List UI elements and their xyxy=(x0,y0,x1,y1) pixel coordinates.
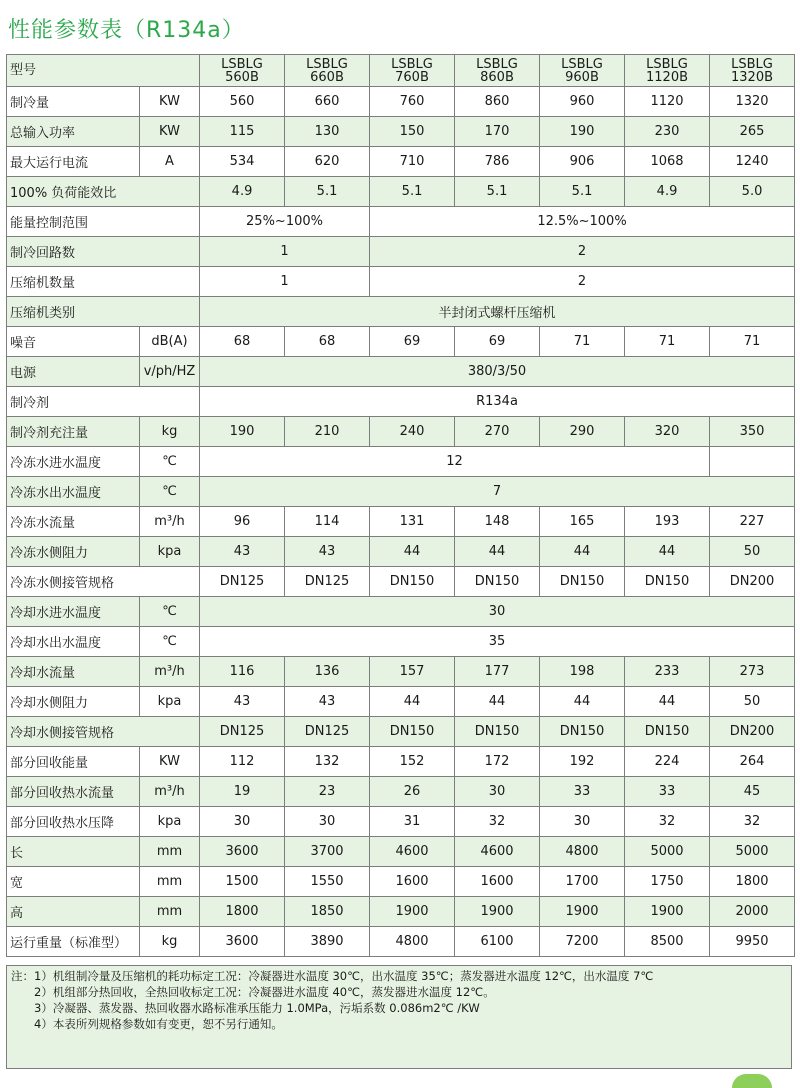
row-unit: mm xyxy=(140,867,200,897)
table-row xyxy=(7,327,795,357)
model-series: LSBLG xyxy=(476,56,518,72)
table-row xyxy=(7,177,795,207)
value-cell: 4.9 xyxy=(200,177,285,207)
value-cell: 43 xyxy=(200,687,285,717)
value-cell: 177 xyxy=(455,657,540,687)
value-cell: 69 xyxy=(455,327,540,357)
model-series: LSBLG xyxy=(306,56,348,72)
row-label: 部分回收能量 xyxy=(7,747,140,777)
value-cell: 3600 xyxy=(200,927,285,957)
value-cell: 43 xyxy=(200,537,285,567)
logo-mark xyxy=(732,1074,772,1088)
value-cell: 44 xyxy=(455,687,540,717)
row-label: 噪音 xyxy=(7,327,140,357)
note-line: 3）冷凝器、蒸发器、热回收器水路标准承压能力 1.0MPa，污垢系数 0.086m2℃ /KW xyxy=(11,1001,480,1015)
table-row xyxy=(7,897,795,927)
model-header xyxy=(540,55,625,87)
row-label: 冷却水流量 xyxy=(7,657,140,687)
row-label: 冷冻水出水温度 xyxy=(7,477,140,507)
row-unit: m³/h xyxy=(140,507,200,537)
header-row xyxy=(7,55,795,87)
value-cell: 33 xyxy=(625,777,710,807)
value-cell: 224 xyxy=(625,747,710,777)
value-cell: 44 xyxy=(370,537,455,567)
value-cell: DN150 xyxy=(540,567,625,597)
table-row xyxy=(7,657,795,687)
row-unit: KW xyxy=(140,87,200,117)
value-cell: 1320 xyxy=(710,87,795,117)
note-line: 4）本表所列规格参数如有变更，恕不另行通知。 xyxy=(11,1017,283,1031)
model-label: 型号 xyxy=(7,55,200,87)
table-row xyxy=(7,717,795,747)
row-label: 部分回收热水流量 xyxy=(7,777,140,807)
table-row xyxy=(7,447,795,477)
table-row xyxy=(7,537,795,567)
value-cell: 233 xyxy=(625,657,710,687)
row-unit: ℃ xyxy=(140,627,200,657)
row-unit: mm xyxy=(140,837,200,867)
value-cell: 3600 xyxy=(200,837,285,867)
row-label: 100% 负荷能效比 xyxy=(7,177,200,207)
row-label: 冷冻水流量 xyxy=(7,507,140,537)
value-cell: 534 xyxy=(200,147,285,177)
value-cell: 3890 xyxy=(285,927,370,957)
value-cell: 5.1 xyxy=(540,177,625,207)
value-cell: 860 xyxy=(455,87,540,117)
value-cell: DN200 xyxy=(710,717,795,747)
table-row xyxy=(7,267,795,297)
row-label: 冷却水出水温度 xyxy=(7,627,140,657)
model-code: 660B xyxy=(310,69,344,85)
value-cell: DN150 xyxy=(370,567,455,597)
row-label: 制冷剂 xyxy=(7,387,200,417)
value-cell: DN125 xyxy=(285,567,370,597)
value-cell: 130 xyxy=(285,117,370,147)
model-series: LSBLG xyxy=(561,56,603,72)
value-cell: 3700 xyxy=(285,837,370,867)
value-cell: 150 xyxy=(370,117,455,147)
table-row xyxy=(7,507,795,537)
row-label: 制冷剂充注量 xyxy=(7,417,140,447)
value-cell: 132 xyxy=(285,747,370,777)
value-cell: 32 xyxy=(625,807,710,837)
value-cell: 273 xyxy=(710,657,795,687)
value-cell: 1600 xyxy=(455,867,540,897)
row-unit: KW xyxy=(140,747,200,777)
value-cell: 152 xyxy=(370,747,455,777)
table-row xyxy=(7,237,795,267)
value-cell: 210 xyxy=(285,417,370,447)
row-label: 冷冻水进水温度 xyxy=(7,447,140,477)
model-code: 1120B xyxy=(646,69,689,85)
row-unit: mm xyxy=(140,897,200,927)
value-cell: 44 xyxy=(625,687,710,717)
value-cell: DN150 xyxy=(455,567,540,597)
table-row xyxy=(7,687,795,717)
value-cell: 6100 xyxy=(455,927,540,957)
value-cell: 1900 xyxy=(455,897,540,927)
row-label: 压缩机类别 xyxy=(7,297,200,327)
value-cell: 30 xyxy=(285,807,370,837)
value-cell: 44 xyxy=(455,537,540,567)
value-cell: 320 xyxy=(625,417,710,447)
row-label: 冷却水进水温度 xyxy=(7,597,140,627)
value-cell: 43 xyxy=(285,687,370,717)
value-cell: 30 xyxy=(455,777,540,807)
row-unit: ℃ xyxy=(140,597,200,627)
value-cell: 1120 xyxy=(625,87,710,117)
value-cell: 30 xyxy=(200,597,795,627)
value-cell: R134a xyxy=(200,387,795,417)
value-cell: 30 xyxy=(200,807,285,837)
value-cell: 136 xyxy=(285,657,370,687)
row-label: 部分回收热水压降 xyxy=(7,807,140,837)
value-cell: 786 xyxy=(455,147,540,177)
model-series: LSBLG xyxy=(221,56,263,72)
table-row xyxy=(7,87,795,117)
model-code: 960B xyxy=(565,69,599,85)
value-cell: 23 xyxy=(285,777,370,807)
value-cell: 190 xyxy=(200,417,285,447)
row-unit: kpa xyxy=(140,687,200,717)
value-cell: 5.1 xyxy=(455,177,540,207)
value-cell: 710 xyxy=(370,147,455,177)
value-cell: 2 xyxy=(370,267,795,297)
value-cell: 264 xyxy=(710,747,795,777)
value-cell: 1850 xyxy=(285,897,370,927)
value-cell: 1550 xyxy=(285,867,370,897)
value-cell: 5000 xyxy=(710,837,795,867)
value-cell: DN150 xyxy=(625,567,710,597)
value-cell: 5.1 xyxy=(285,177,370,207)
value-cell: 4.9 xyxy=(625,177,710,207)
value-cell: 1900 xyxy=(625,897,710,927)
value-cell: 190 xyxy=(540,117,625,147)
value-cell: 30 xyxy=(540,807,625,837)
model-code: 1320B xyxy=(731,69,774,85)
value-cell: 1750 xyxy=(625,867,710,897)
value-cell: 5.1 xyxy=(370,177,455,207)
note-line: 注：1）机组制冷量及压缩机的耗功标定工况：冷凝器进水温度 30℃，出水温度 35℃；蒸发器进水温度 12℃，出水温度 7℃ xyxy=(11,969,654,983)
value-cell: 2 xyxy=(370,237,795,267)
value-cell: 265 xyxy=(710,117,795,147)
value-cell: 33 xyxy=(540,777,625,807)
value-cell: 43 xyxy=(285,537,370,567)
value-cell: 1900 xyxy=(540,897,625,927)
row-unit: kpa xyxy=(140,807,200,837)
value-cell: 7 xyxy=(200,477,795,507)
model-series: LSBLG xyxy=(391,56,433,72)
value-cell: 68 xyxy=(285,327,370,357)
row-label: 冷却水侧阻力 xyxy=(7,687,140,717)
value-cell: 1600 xyxy=(370,867,455,897)
row-unit: dB(A) xyxy=(140,327,200,357)
row-unit: m³/h xyxy=(140,657,200,687)
row-label: 运行重量（标准型） xyxy=(7,927,140,957)
value-cell: 8500 xyxy=(625,927,710,957)
value-cell: 45 xyxy=(710,777,795,807)
value-cell: 32 xyxy=(455,807,540,837)
value-cell: 50 xyxy=(710,537,795,567)
value-cell: DN150 xyxy=(455,717,540,747)
row-label: 冷冻水侧阻力 xyxy=(7,537,140,567)
row-label: 能量控制范围 xyxy=(7,207,200,237)
value-cell: 44 xyxy=(540,537,625,567)
value-cell: 1240 xyxy=(710,147,795,177)
value-cell: DN150 xyxy=(370,717,455,747)
value-cell: 290 xyxy=(540,417,625,447)
value-cell: 71 xyxy=(540,327,625,357)
row-unit: kg xyxy=(140,927,200,957)
model-code: 760B xyxy=(395,69,429,85)
value-cell: 198 xyxy=(540,657,625,687)
table-row xyxy=(7,867,795,897)
table-row xyxy=(7,387,795,417)
value-cell: 1800 xyxy=(710,867,795,897)
spec-table xyxy=(6,54,795,957)
value-cell: 35 xyxy=(200,627,795,657)
value-cell: 230 xyxy=(625,117,710,147)
value-cell: 96 xyxy=(200,507,285,537)
value-cell: DN200 xyxy=(710,567,795,597)
value-cell: 71 xyxy=(710,327,795,357)
row-unit: A xyxy=(140,147,200,177)
model-header xyxy=(710,55,795,87)
note-line: 2）机组部分热回收，全热回收标定工况：冷凝器进水温度 40℃，蒸发器进水温度 12℃。 xyxy=(11,985,495,999)
value-cell: 44 xyxy=(540,687,625,717)
value-cell: 270 xyxy=(455,417,540,447)
value-cell: 25%~100% xyxy=(200,207,370,237)
model-header xyxy=(370,55,455,87)
row-unit: kg xyxy=(140,417,200,447)
table-row xyxy=(7,777,795,807)
row-unit: v/ph/HZ xyxy=(140,357,200,387)
value-cell: 12.5%~100% xyxy=(370,207,795,237)
table-row xyxy=(7,477,795,507)
row-label: 宽 xyxy=(7,867,140,897)
page-title: 性能参数表（R134a） xyxy=(8,18,245,43)
table-row xyxy=(7,417,795,447)
value-cell: 半封闭式螺杆压缩机 xyxy=(200,297,795,327)
row-unit: m³/h xyxy=(140,777,200,807)
value-cell: DN125 xyxy=(285,717,370,747)
table-row xyxy=(7,297,795,327)
value-cell: 170 xyxy=(455,117,540,147)
row-label: 制冷回路数 xyxy=(7,237,200,267)
notes-box xyxy=(6,965,792,1069)
table-row xyxy=(7,807,795,837)
value-cell: 116 xyxy=(200,657,285,687)
value-cell: 31 xyxy=(370,807,455,837)
row-label: 制冷量 xyxy=(7,87,140,117)
value-cell: 69 xyxy=(370,327,455,357)
table-row xyxy=(7,567,795,597)
row-label: 压缩机数量 xyxy=(7,267,200,297)
value-cell: 5000 xyxy=(625,837,710,867)
row-label: 高 xyxy=(7,897,140,927)
table-row xyxy=(7,117,795,147)
model-header xyxy=(285,55,370,87)
value-cell: DN150 xyxy=(540,717,625,747)
value-cell: 44 xyxy=(625,537,710,567)
row-label: 长 xyxy=(7,837,140,867)
value-cell: DN125 xyxy=(200,567,285,597)
value-cell: 131 xyxy=(370,507,455,537)
value-cell: 148 xyxy=(455,507,540,537)
value-cell: 114 xyxy=(285,507,370,537)
value-cell: DN150 xyxy=(625,717,710,747)
table-row xyxy=(7,837,795,867)
value-cell: 560 xyxy=(200,87,285,117)
value-cell: 4600 xyxy=(455,837,540,867)
value-cell: 350 xyxy=(710,417,795,447)
value-cell: 9950 xyxy=(710,927,795,957)
value-cell: 71 xyxy=(625,327,710,357)
value-cell: 380/3/50 xyxy=(200,357,795,387)
value-cell: 12 xyxy=(200,447,710,477)
value-cell: 2000 xyxy=(710,897,795,927)
value-cell: 26 xyxy=(370,777,455,807)
model-code: 560B xyxy=(225,69,259,85)
value-cell: 165 xyxy=(540,507,625,537)
value-cell: 44 xyxy=(370,687,455,717)
row-label: 冷却水侧接管规格 xyxy=(7,717,200,747)
value-cell: 68 xyxy=(200,327,285,357)
value-cell: 1700 xyxy=(540,867,625,897)
model-series: LSBLG xyxy=(646,56,688,72)
value-cell: 1068 xyxy=(625,147,710,177)
table-row xyxy=(7,597,795,627)
model-header xyxy=(625,55,710,87)
row-label: 最大运行电流 xyxy=(7,147,140,177)
value-cell: 32 xyxy=(710,807,795,837)
row-label: 电源 xyxy=(7,357,140,387)
model-series: LSBLG xyxy=(731,56,773,72)
table-row xyxy=(7,357,795,387)
value-cell: 1800 xyxy=(200,897,285,927)
row-unit: KW xyxy=(140,117,200,147)
value-cell: 112 xyxy=(200,747,285,777)
model-code: 860B xyxy=(480,69,514,85)
value-cell: 906 xyxy=(540,147,625,177)
value-cell: 760 xyxy=(370,87,455,117)
row-unit: ℃ xyxy=(140,477,200,507)
value-cell: 4800 xyxy=(370,927,455,957)
value-cell: 1 xyxy=(200,267,370,297)
value-cell: 1 xyxy=(200,237,370,267)
row-label: 总输入功率 xyxy=(7,117,140,147)
table-row xyxy=(7,627,795,657)
value-cell: 1500 xyxy=(200,867,285,897)
row-unit: kpa xyxy=(140,537,200,567)
value-cell: 240 xyxy=(370,417,455,447)
table-row xyxy=(7,207,795,237)
value-cell: 192 xyxy=(540,747,625,777)
value-cell: 620 xyxy=(285,147,370,177)
value-cell: 172 xyxy=(455,747,540,777)
value-cell: 7200 xyxy=(540,927,625,957)
table-row xyxy=(7,747,795,777)
value-cell: 157 xyxy=(370,657,455,687)
value-cell: 115 xyxy=(200,117,285,147)
value-cell: 227 xyxy=(710,507,795,537)
value-cell: 19 xyxy=(200,777,285,807)
value-cell: 193 xyxy=(625,507,710,537)
empty-cell xyxy=(710,447,795,477)
row-label: 冷冻水侧接管规格 xyxy=(7,567,200,597)
value-cell: DN125 xyxy=(200,717,285,747)
table-row xyxy=(7,147,795,177)
table-row xyxy=(7,927,795,957)
row-unit: ℃ xyxy=(140,447,200,477)
model-header xyxy=(200,55,285,87)
value-cell: 4600 xyxy=(370,837,455,867)
value-cell: 4800 xyxy=(540,837,625,867)
value-cell: 5.0 xyxy=(710,177,795,207)
value-cell: 1900 xyxy=(370,897,455,927)
value-cell: 660 xyxy=(285,87,370,117)
value-cell: 960 xyxy=(540,87,625,117)
value-cell: 50 xyxy=(710,687,795,717)
model-header xyxy=(455,55,540,87)
